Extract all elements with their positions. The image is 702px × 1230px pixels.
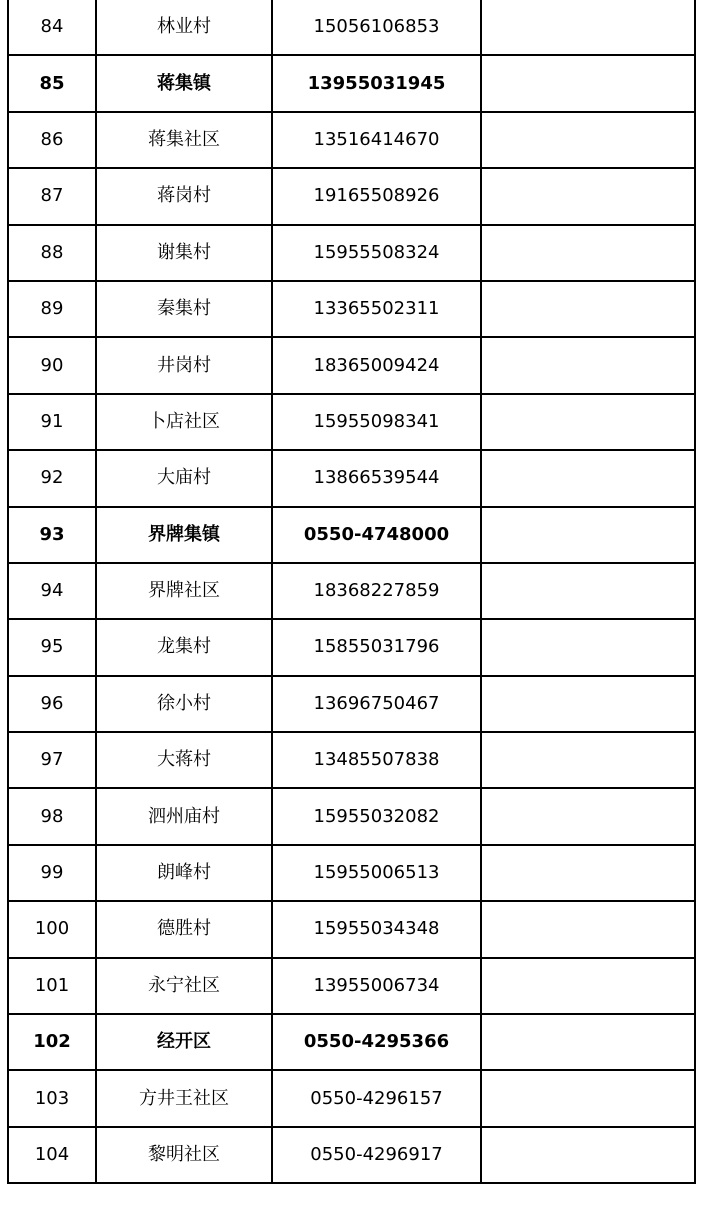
note-cell xyxy=(481,1070,695,1126)
name-cell: 徐小村 xyxy=(96,676,272,732)
phone-cell: 18365009424 xyxy=(272,337,481,393)
note-cell xyxy=(481,281,695,337)
table-row xyxy=(8,901,695,957)
table-row xyxy=(8,619,695,675)
table-row xyxy=(8,958,695,1014)
phone-cell: 13955031945 xyxy=(272,55,481,111)
note-cell xyxy=(481,225,695,281)
phone-cell: 13516414670 xyxy=(272,112,481,168)
name-cell: 黎明社区 xyxy=(96,1127,272,1183)
contact-table xyxy=(7,0,696,1184)
phone-cell: 13955006734 xyxy=(272,958,481,1014)
table-row xyxy=(8,1070,695,1126)
table-row xyxy=(8,1014,695,1070)
phone-cell: 15855031796 xyxy=(272,619,481,675)
table-row xyxy=(8,225,695,281)
row-number-cell: 103 xyxy=(8,1070,96,1126)
name-cell: 蒋岗村 xyxy=(96,168,272,224)
contact-table-body xyxy=(8,0,695,1183)
phone-cell: 15955034348 xyxy=(272,901,481,957)
row-number-cell: 96 xyxy=(8,676,96,732)
note-cell xyxy=(481,732,695,788)
note-cell xyxy=(481,563,695,619)
name-cell: 大蒋村 xyxy=(96,732,272,788)
table-row xyxy=(8,394,695,450)
phone-cell: 15955032082 xyxy=(272,788,481,844)
note-cell xyxy=(481,0,695,55)
table-row xyxy=(8,845,695,901)
name-cell: 龙集村 xyxy=(96,619,272,675)
row-number-cell: 87 xyxy=(8,168,96,224)
name-cell: 卜店社区 xyxy=(96,394,272,450)
phone-cell: 0550-4748000 xyxy=(272,507,481,563)
row-number-cell: 84 xyxy=(8,0,96,55)
name-cell: 蒋集社区 xyxy=(96,112,272,168)
row-number-cell: 104 xyxy=(8,1127,96,1183)
name-cell: 德胜村 xyxy=(96,901,272,957)
name-cell: 泗州庙村 xyxy=(96,788,272,844)
table-row xyxy=(8,337,695,393)
row-number-cell: 95 xyxy=(8,619,96,675)
phone-cell: 13485507838 xyxy=(272,732,481,788)
name-cell: 经开区 xyxy=(96,1014,272,1070)
name-cell: 界牌社区 xyxy=(96,563,272,619)
row-number-cell: 92 xyxy=(8,450,96,506)
name-cell: 蒋集镇 xyxy=(96,55,272,111)
name-cell: 井岗村 xyxy=(96,337,272,393)
table-row xyxy=(8,450,695,506)
note-cell xyxy=(481,958,695,1014)
name-cell: 永宁社区 xyxy=(96,958,272,1014)
table-row xyxy=(8,563,695,619)
row-number-cell: 99 xyxy=(8,845,96,901)
row-number-cell: 94 xyxy=(8,563,96,619)
row-number-cell: 86 xyxy=(8,112,96,168)
row-number-cell: 91 xyxy=(8,394,96,450)
phone-cell: 13696750467 xyxy=(272,676,481,732)
phone-cell: 0550-4296157 xyxy=(272,1070,481,1126)
row-number-cell: 98 xyxy=(8,788,96,844)
note-cell xyxy=(481,1127,695,1183)
row-number-cell: 102 xyxy=(8,1014,96,1070)
note-cell xyxy=(481,676,695,732)
table-row xyxy=(8,0,695,55)
contact-table-container xyxy=(7,0,694,1184)
table-row xyxy=(8,732,695,788)
row-number-cell: 88 xyxy=(8,225,96,281)
table-row xyxy=(8,168,695,224)
note-cell xyxy=(481,337,695,393)
name-cell: 林业村 xyxy=(96,0,272,55)
name-cell: 方井王社区 xyxy=(96,1070,272,1126)
row-number-cell: 90 xyxy=(8,337,96,393)
phone-cell: 0550-4295366 xyxy=(272,1014,481,1070)
row-number-cell: 93 xyxy=(8,507,96,563)
row-number-cell: 100 xyxy=(8,901,96,957)
phone-cell: 15955098341 xyxy=(272,394,481,450)
note-cell xyxy=(481,168,695,224)
name-cell: 秦集村 xyxy=(96,281,272,337)
note-cell xyxy=(481,901,695,957)
phone-cell: 0550-4296917 xyxy=(272,1127,481,1183)
row-number-cell: 85 xyxy=(8,55,96,111)
phone-cell: 18368227859 xyxy=(272,563,481,619)
note-cell xyxy=(481,619,695,675)
phone-cell: 15955508324 xyxy=(272,225,481,281)
table-row xyxy=(8,1127,695,1183)
note-cell xyxy=(481,507,695,563)
name-cell: 朗峰村 xyxy=(96,845,272,901)
phone-cell: 13866539544 xyxy=(272,450,481,506)
name-cell: 谢集村 xyxy=(96,225,272,281)
phone-cell: 13365502311 xyxy=(272,281,481,337)
row-number-cell: 97 xyxy=(8,732,96,788)
row-number-cell: 101 xyxy=(8,958,96,1014)
table-row xyxy=(8,676,695,732)
table-row xyxy=(8,281,695,337)
table-row xyxy=(8,112,695,168)
note-cell xyxy=(481,112,695,168)
name-cell: 界牌集镇 xyxy=(96,507,272,563)
row-number-cell: 89 xyxy=(8,281,96,337)
note-cell xyxy=(481,845,695,901)
note-cell xyxy=(481,394,695,450)
table-row xyxy=(8,788,695,844)
table-row xyxy=(8,507,695,563)
phone-cell: 15056106853 xyxy=(272,0,481,55)
note-cell xyxy=(481,55,695,111)
table-row xyxy=(8,55,695,111)
note-cell xyxy=(481,450,695,506)
note-cell xyxy=(481,788,695,844)
note-cell xyxy=(481,1014,695,1070)
phone-cell: 19165508926 xyxy=(272,168,481,224)
name-cell: 大庙村 xyxy=(96,450,272,506)
phone-cell: 15955006513 xyxy=(272,845,481,901)
